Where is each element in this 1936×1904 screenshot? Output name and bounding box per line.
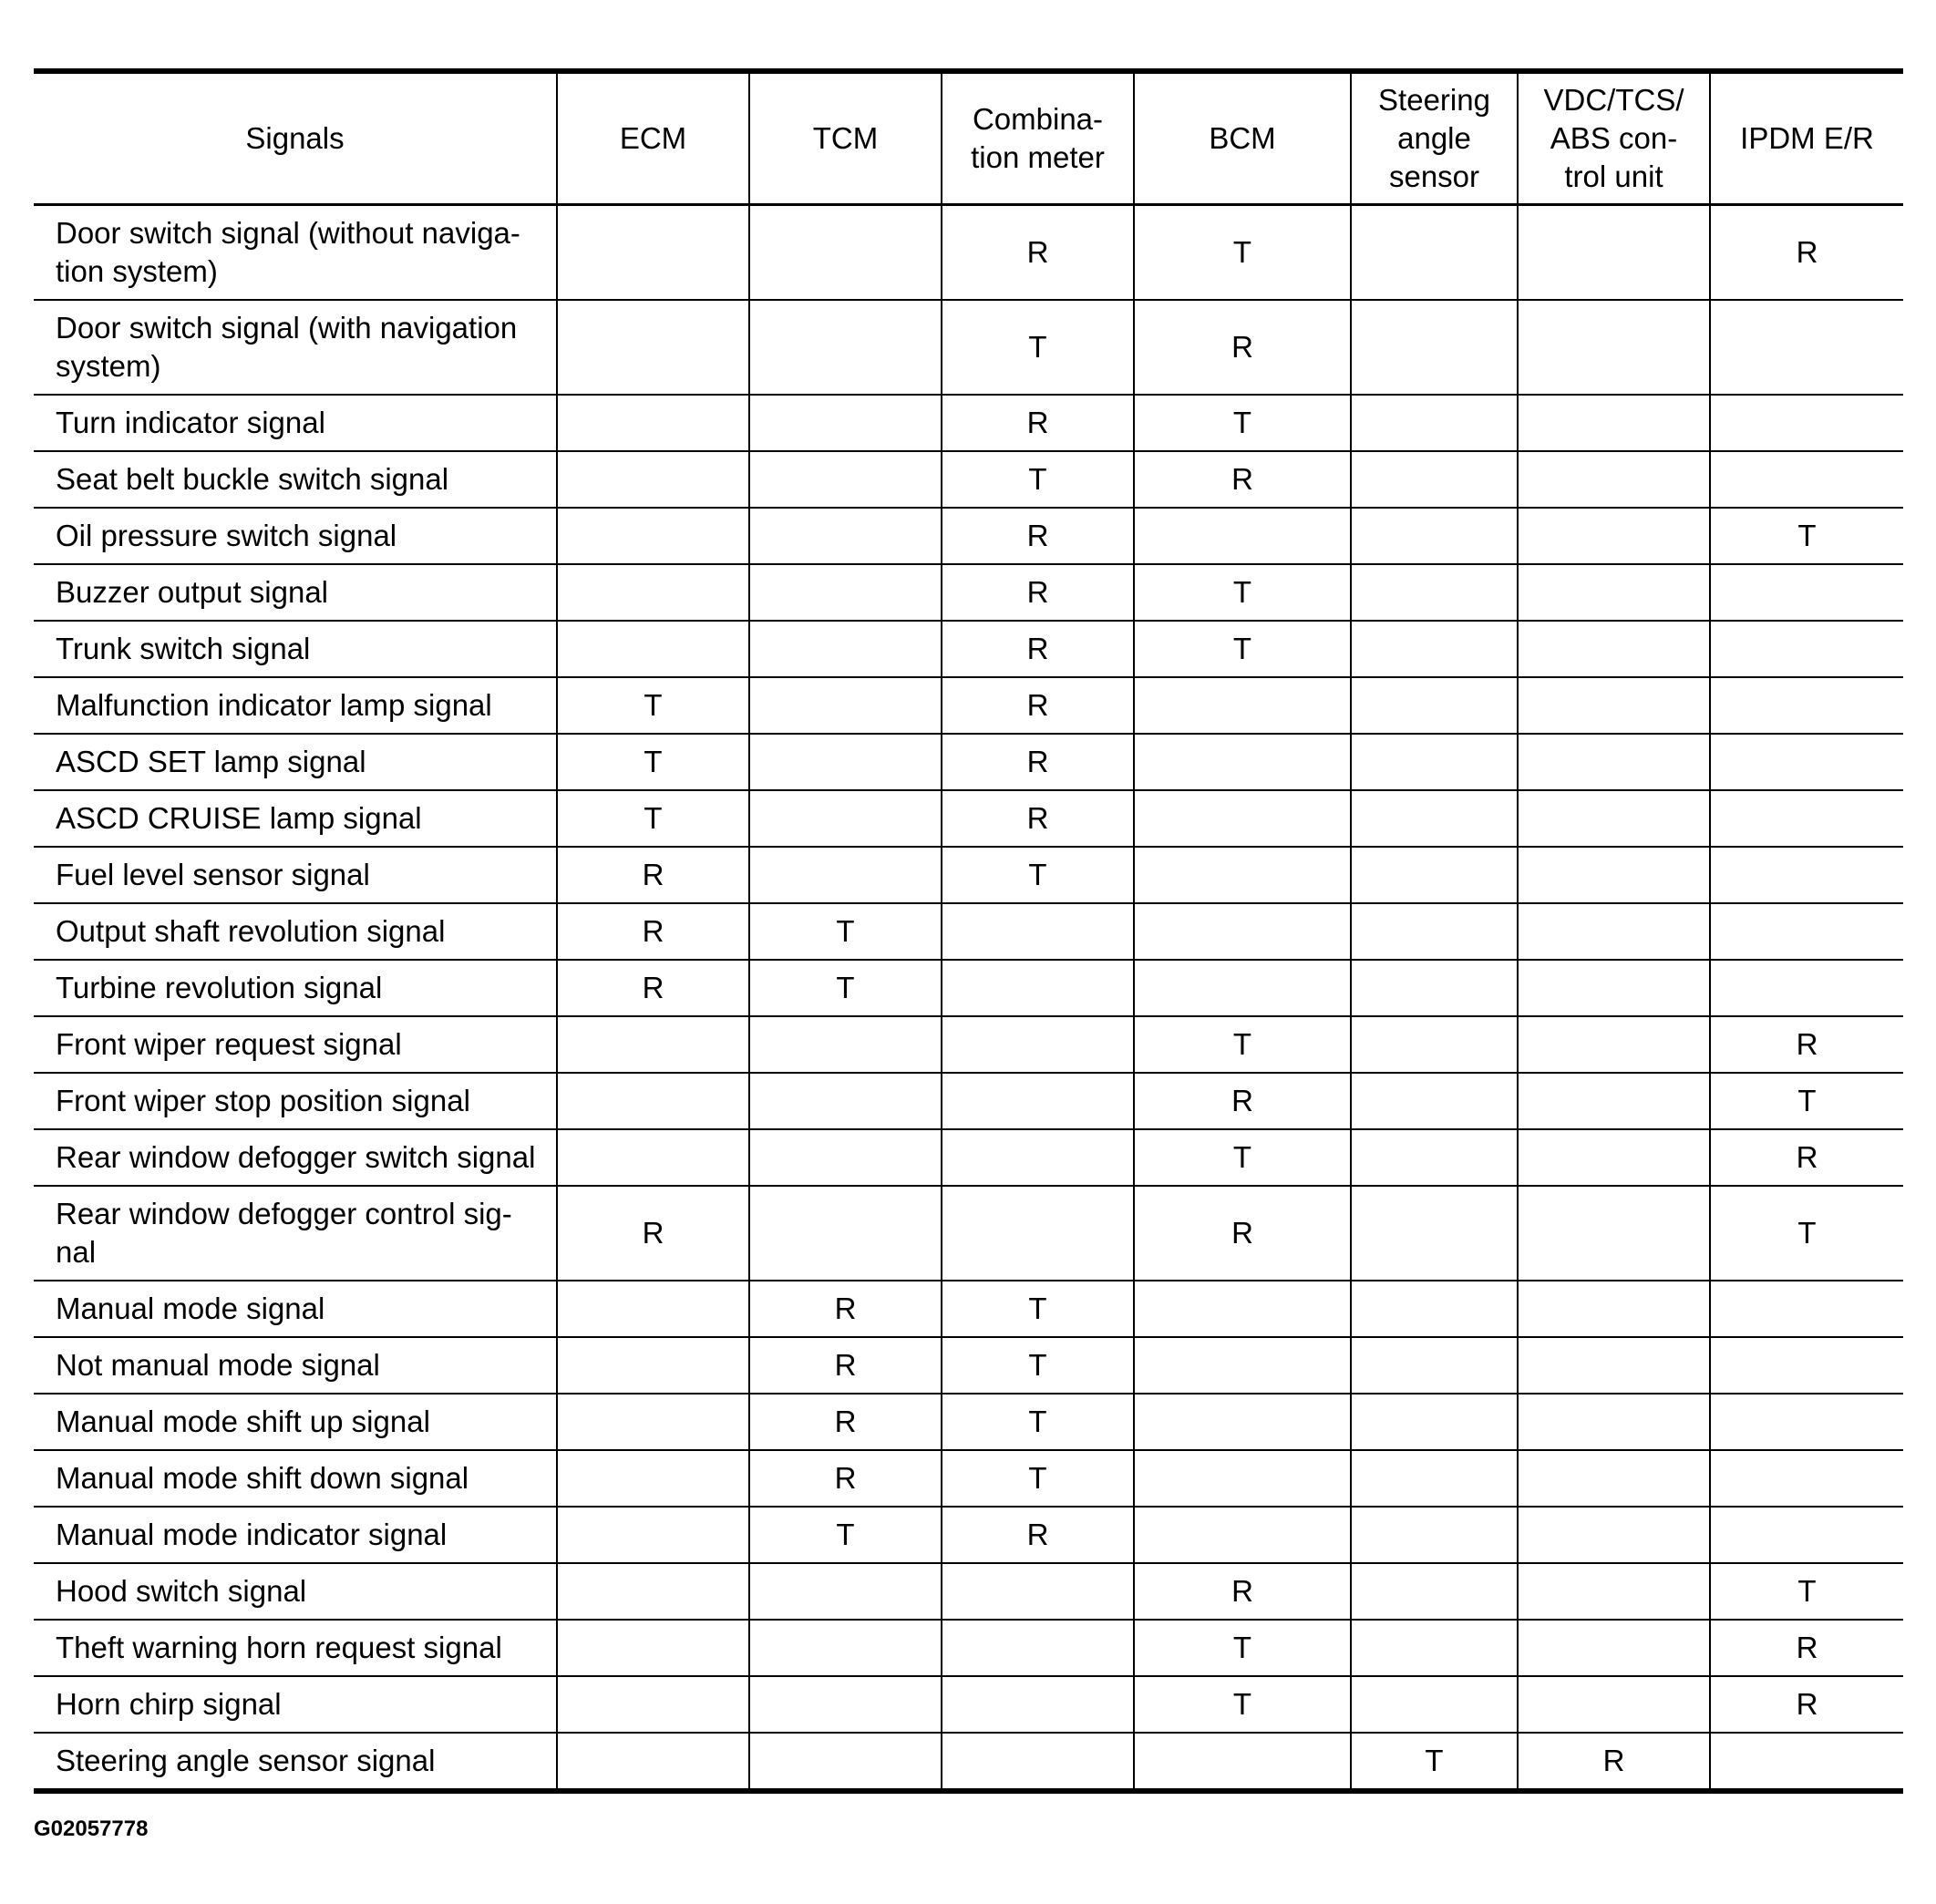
table-row [34,1394,1903,1450]
column-header-ipdm-er [1710,71,1903,205]
cell-vdc-tcs-abs [1518,1450,1710,1507]
cell-tcm [749,790,942,847]
column-header-line: Combina- [972,102,1104,136]
cell-tcm [749,1676,942,1733]
cell-combination-meter: T [942,451,1134,508]
column-header-line: trol unit [1564,160,1663,193]
signal-name-line: Manual mode shift down signal [56,1461,469,1495]
signal-name-cell [34,1450,557,1507]
cell-steering-angle-sensor [1351,903,1518,960]
column-header-signals [34,71,557,205]
table-row [34,395,1903,451]
cell-tcm [749,1620,942,1676]
cell-steering-angle-sensor [1351,1620,1518,1676]
table-row [34,734,1903,790]
cell-tcm: R [749,1450,942,1507]
cell-bcm: T [1134,564,1351,621]
signal-name-cell [34,1676,557,1733]
cell-steering-angle-sensor [1351,847,1518,903]
signal-name-cell [34,1186,557,1281]
header-row [34,71,1903,205]
cell-ipdm-er [1710,300,1903,395]
cell-vdc-tcs-abs [1518,1394,1710,1450]
cell-vdc-tcs-abs [1518,677,1710,734]
cell-ecm [557,621,749,677]
cell-ecm [557,1073,749,1129]
signal-name-cell [34,564,557,621]
cell-ecm [557,205,749,301]
cell-bcm [1134,508,1351,564]
cell-combination-meter [942,1563,1134,1620]
cell-tcm: T [749,1507,942,1563]
cell-vdc-tcs-abs [1518,1507,1710,1563]
cell-ecm [557,1507,749,1563]
signal-name-line: Oil pressure switch signal [56,519,397,552]
cell-ipdm-er [1710,1733,1903,1791]
cell-combination-meter: R [942,1507,1134,1563]
cell-bcm [1134,960,1351,1016]
cell-bcm: T [1134,395,1351,451]
cell-vdc-tcs-abs [1518,960,1710,1016]
table-row [34,1016,1903,1073]
signal-name-cell [34,1563,557,1620]
signal-name-line: Theft warning horn request signal [56,1631,502,1664]
table-row [34,903,1903,960]
cell-combination-meter [942,1016,1134,1073]
cell-bcm [1134,1733,1351,1791]
cell-vdc-tcs-abs [1518,903,1710,960]
cell-combination-meter: R [942,205,1134,301]
cell-ipdm-er: T [1710,508,1903,564]
cell-vdc-tcs-abs [1518,1281,1710,1337]
cell-combination-meter: R [942,564,1134,621]
cell-ecm [557,1394,749,1450]
cell-ipdm-er: R [1710,1676,1903,1733]
cell-vdc-tcs-abs [1518,205,1710,301]
cell-ipdm-er [1710,1507,1903,1563]
signal-name-line: Malfunction indicator lamp signal [56,688,492,722]
cell-bcm: T [1134,205,1351,301]
signal-name-line: system) [56,349,161,383]
cell-combination-meter: R [942,621,1134,677]
signal-name-cell [34,621,557,677]
cell-tcm [749,734,942,790]
cell-ecm: R [557,847,749,903]
cell-combination-meter [942,1129,1134,1186]
cell-combination-meter: R [942,395,1134,451]
column-header-combination-meter [942,71,1134,205]
cell-ecm [557,1620,749,1676]
signal-name-line: Manual mode shift up signal [56,1405,430,1438]
column-header-vdc-tcs-abs [1518,71,1710,205]
cell-steering-angle-sensor [1351,1016,1518,1073]
table-row [34,1281,1903,1337]
signal-name-line: Manual mode indicator signal [56,1518,448,1551]
cell-tcm: R [749,1337,942,1394]
signal-name-line: Output shaft revolution signal [56,914,446,948]
column-header-line: VDC/TCS/ [1543,83,1684,117]
signal-name-cell [34,847,557,903]
cell-bcm: R [1134,451,1351,508]
signal-name-line: nal [56,1235,97,1269]
signal-name-cell [34,451,557,508]
column-header-tcm [749,71,942,205]
table-row [34,1129,1903,1186]
cell-steering-angle-sensor [1351,508,1518,564]
cell-tcm: T [749,960,942,1016]
table-row [34,1507,1903,1563]
cell-ecm [557,1733,749,1791]
table-body [34,205,1903,1792]
cell-ecm [557,451,749,508]
cell-bcm [1134,790,1351,847]
table-header [34,71,1903,205]
cell-tcm [749,677,942,734]
column-header-line: IPDM E/R [1740,121,1874,155]
cell-ecm [557,1563,749,1620]
cell-ecm: R [557,960,749,1016]
cell-tcm: R [749,1394,942,1450]
cell-bcm: T [1134,1016,1351,1073]
cell-steering-angle-sensor [1351,1186,1518,1281]
signal-table-container [34,68,1903,1794]
cell-ecm [557,1450,749,1507]
cell-combination-meter [942,1733,1134,1791]
cell-combination-meter: T [942,1337,1134,1394]
signal-name-line: Front wiper stop position signal [56,1084,470,1117]
cell-bcm [1134,1394,1351,1450]
signal-name-cell [34,734,557,790]
signal-name-cell [34,1507,557,1563]
cell-steering-angle-sensor [1351,564,1518,621]
cell-steering-angle-sensor [1351,621,1518,677]
signal-name-line: Turn indicator signal [56,406,325,439]
figure-id: G02057778 [34,1817,149,1841]
cell-steering-angle-sensor [1351,300,1518,395]
signal-name-line: Door switch signal (without naviga- [56,216,520,250]
cell-ipdm-er [1710,790,1903,847]
signal-name-line: Horn chirp signal [56,1687,282,1721]
cell-steering-angle-sensor [1351,1337,1518,1394]
cell-ipdm-er [1710,1337,1903,1394]
signal-name-line: Turbine revolution signal [56,971,383,1004]
cell-vdc-tcs-abs [1518,1073,1710,1129]
table-row [34,621,1903,677]
cell-ecm [557,564,749,621]
cell-steering-angle-sensor [1351,1281,1518,1337]
cell-tcm [749,1129,942,1186]
cell-bcm: R [1134,1186,1351,1281]
cell-tcm [749,205,942,301]
signal-name-cell [34,205,557,301]
signal-name-cell [34,1337,557,1394]
table-row [34,790,1903,847]
cell-ipdm-er: R [1710,1620,1903,1676]
cell-ecm [557,1281,749,1337]
cell-ipdm-er [1710,1450,1903,1507]
column-header-line: BCM [1209,121,1276,155]
table-row [34,847,1903,903]
cell-combination-meter [942,1186,1134,1281]
cell-vdc-tcs-abs [1518,300,1710,395]
signal-name-line: Fuel level sensor signal [56,858,370,891]
cell-vdc-tcs-abs [1518,734,1710,790]
signal-name-cell [34,508,557,564]
cell-ipdm-er [1710,451,1903,508]
cell-combination-meter: T [942,1281,1134,1337]
cell-tcm [749,300,942,395]
table-row [34,300,1903,395]
table-row [34,960,1903,1016]
column-header-line: tion meter [971,140,1105,174]
cell-steering-angle-sensor [1351,734,1518,790]
cell-ipdm-er [1710,564,1903,621]
table-row [34,1733,1903,1791]
cell-combination-meter [942,903,1134,960]
signal-name-line: tion system) [56,254,218,288]
cell-ipdm-er: T [1710,1073,1903,1129]
cell-vdc-tcs-abs [1518,1676,1710,1733]
cell-vdc-tcs-abs [1518,790,1710,847]
cell-steering-angle-sensor [1351,1129,1518,1186]
cell-combination-meter [942,960,1134,1016]
cell-vdc-tcs-abs [1518,1186,1710,1281]
signal-name-line: Front wiper request signal [56,1027,402,1061]
cell-steering-angle-sensor [1351,1507,1518,1563]
cell-steering-angle-sensor [1351,1563,1518,1620]
cell-ipdm-er: R [1710,1016,1903,1073]
column-header-line: ABS con- [1550,121,1678,155]
signal-name-cell [34,1620,557,1676]
signal-name-cell [34,300,557,395]
table-row [34,1563,1903,1620]
cell-combination-meter: R [942,790,1134,847]
cell-combination-meter: T [942,1394,1134,1450]
signal-name-line: Hood switch signal [56,1574,307,1608]
cell-vdc-tcs-abs [1518,564,1710,621]
table-row [34,677,1903,734]
table-row [34,1620,1903,1676]
signal-name-line: ASCD SET lamp signal [56,745,366,778]
cell-vdc-tcs-abs [1518,1129,1710,1186]
cell-vdc-tcs-abs [1518,621,1710,677]
cell-ecm [557,508,749,564]
cell-tcm [749,1733,942,1791]
cell-ipdm-er [1710,621,1903,677]
cell-ecm: T [557,734,749,790]
cell-combination-meter: R [942,734,1134,790]
cell-bcm: R [1134,1073,1351,1129]
cell-steering-angle-sensor [1351,677,1518,734]
signal-name-line: Door switch signal (with navigation [56,311,518,345]
table-row [34,508,1903,564]
table-row [34,1337,1903,1394]
cell-combination-meter: T [942,1450,1134,1507]
cell-vdc-tcs-abs [1518,451,1710,508]
signal-name-cell [34,790,557,847]
cell-combination-meter [942,1620,1134,1676]
cell-ipdm-er: R [1710,1129,1903,1186]
cell-tcm [749,508,942,564]
cell-vdc-tcs-abs [1518,395,1710,451]
cell-tcm [749,1563,942,1620]
cell-tcm [749,1073,942,1129]
cell-steering-angle-sensor [1351,790,1518,847]
cell-tcm [749,1186,942,1281]
cell-ipdm-er [1710,395,1903,451]
cell-vdc-tcs-abs [1518,847,1710,903]
signal-name-cell [34,1016,557,1073]
cell-ecm: R [557,903,749,960]
cell-tcm [749,451,942,508]
cell-combination-meter [942,1676,1134,1733]
cell-bcm [1134,903,1351,960]
signal-name-line: Manual mode signal [56,1292,325,1325]
cell-ecm [557,395,749,451]
column-header-steering-angle-sensor [1351,71,1518,205]
table-row [34,1676,1903,1733]
cell-ipdm-er: R [1710,205,1903,301]
cell-ipdm-er [1710,847,1903,903]
signal-name-line: Steering angle sensor signal [56,1744,436,1777]
cell-ipdm-er [1710,1281,1903,1337]
cell-vdc-tcs-abs [1518,1563,1710,1620]
signal-name-cell [34,1281,557,1337]
cell-ipdm-er [1710,903,1903,960]
cell-ipdm-er [1710,1394,1903,1450]
cell-ipdm-er: T [1710,1186,1903,1281]
cell-tcm: T [749,903,942,960]
column-header-line: angle [1397,121,1471,155]
signal-name-line: ASCD CRUISE lamp signal [56,801,422,835]
column-header-line: ECM [619,121,687,155]
cell-bcm [1134,1337,1351,1394]
signal-name-line: Trunk switch signal [56,632,311,665]
cell-tcm: R [749,1281,942,1337]
table-row [34,564,1903,621]
column-header-bcm [1134,71,1351,205]
signal-name-line: Not manual mode signal [56,1348,380,1382]
cell-ipdm-er [1710,960,1903,1016]
cell-vdc-tcs-abs [1518,1620,1710,1676]
cell-steering-angle-sensor [1351,1676,1518,1733]
cell-ecm [557,300,749,395]
cell-steering-angle-sensor [1351,1394,1518,1450]
cell-bcm: T [1134,1129,1351,1186]
cell-tcm [749,1016,942,1073]
cell-steering-angle-sensor [1351,451,1518,508]
cell-ecm: T [557,790,749,847]
table-row [34,205,1903,301]
cell-tcm [749,395,942,451]
signal-name-line: Buzzer output signal [56,575,329,609]
cell-ecm [557,1129,749,1186]
signal-name-cell [34,1073,557,1129]
signal-name-cell [34,960,557,1016]
cell-ipdm-er [1710,734,1903,790]
cell-vdc-tcs-abs [1518,1337,1710,1394]
table-row [34,1073,1903,1129]
column-header-line: Signals [245,121,345,155]
cell-ecm [557,1676,749,1733]
column-header-ecm [557,71,749,205]
cell-bcm [1134,734,1351,790]
cell-bcm: T [1134,1620,1351,1676]
cell-vdc-tcs-abs [1518,508,1710,564]
cell-combination-meter: R [942,508,1134,564]
cell-bcm [1134,847,1351,903]
signal-name-cell [34,1394,557,1450]
cell-bcm [1134,677,1351,734]
cell-combination-meter: T [942,300,1134,395]
cell-tcm [749,621,942,677]
signal-name-cell [34,1129,557,1186]
table-row [34,1186,1903,1281]
column-header-line: sensor [1388,160,1480,193]
cell-bcm [1134,1507,1351,1563]
cell-steering-angle-sensor [1351,960,1518,1016]
cell-vdc-tcs-abs: R [1518,1733,1710,1791]
cell-vdc-tcs-abs [1518,1016,1710,1073]
cell-bcm: T [1134,621,1351,677]
cell-bcm: R [1134,1563,1351,1620]
signal-name-line: Rear window defogger switch signal [56,1140,536,1174]
can-signal-table [34,68,1903,1794]
signal-name-line: Rear window defogger control sig- [56,1197,512,1230]
cell-ipdm-er: T [1710,1563,1903,1620]
cell-tcm [749,847,942,903]
cell-ecm: T [557,677,749,734]
cell-steering-angle-sensor [1351,1073,1518,1129]
cell-steering-angle-sensor [1351,1450,1518,1507]
cell-bcm [1134,1450,1351,1507]
signal-name-cell [34,903,557,960]
cell-ecm [557,1337,749,1394]
signal-name-line: Seat belt buckle switch signal [56,462,449,496]
table-row [34,1450,1903,1507]
cell-steering-angle-sensor [1351,205,1518,301]
signal-name-cell [34,677,557,734]
cell-tcm [749,564,942,621]
table-row [34,451,1903,508]
cell-bcm: T [1134,1676,1351,1733]
cell-combination-meter: T [942,847,1134,903]
cell-ecm: R [557,1186,749,1281]
column-header-line: Steering [1378,83,1490,117]
cell-steering-angle-sensor: T [1351,1733,1518,1791]
signal-name-cell [34,1733,557,1791]
signal-name-cell [34,395,557,451]
cell-bcm [1134,1281,1351,1337]
cell-combination-meter [942,1073,1134,1129]
column-header-line: TCM [812,121,879,155]
cell-ecm [557,1016,749,1073]
cell-combination-meter: R [942,677,1134,734]
cell-steering-angle-sensor [1351,395,1518,451]
cell-bcm: R [1134,300,1351,395]
cell-ipdm-er [1710,677,1903,734]
